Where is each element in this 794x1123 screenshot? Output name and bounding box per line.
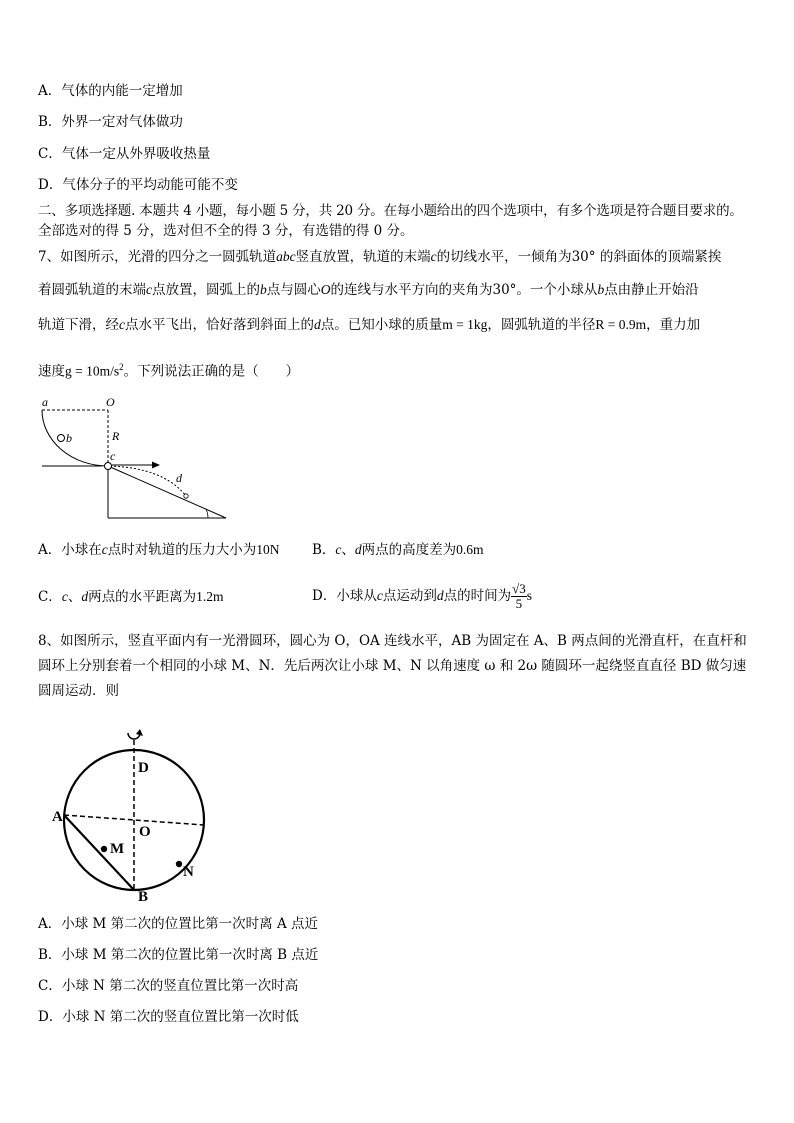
q7-ball-d <box>184 494 188 498</box>
q7-label-r: R <box>112 429 120 443</box>
q7-label-o: O <box>106 395 115 409</box>
q7-option-a: A．小球在c点时对轨道的压力大小为10N <box>38 542 280 558</box>
prev-option-c: C．气体一定从外界吸收热量 <box>38 146 211 162</box>
q7-label-c: c <box>110 449 116 463</box>
prev-option-b: B．外界一定对气体做功 <box>38 114 183 130</box>
q8-option-b: B．小球 M 第二次的位置比第一次时离 B 点近 <box>38 947 319 963</box>
q7-option-c: C．c、d两点的水平距离为1.2m <box>38 589 224 605</box>
q7-figure <box>36 392 236 524</box>
q8-label-n: N <box>183 864 194 880</box>
q7-line-2: 着圆弧轨道的末端c点放置，圆弧上的b点与圆心O的连线与水平方向的夹角为30°。一个小球从b点由静止开始沿 <box>38 282 699 298</box>
prev-option-d: D．气体分子的平均动能可能不变 <box>38 177 238 193</box>
q8-rotation-arrowhead-icon <box>136 729 143 736</box>
q8-stem: 8、如图所示，竖直平面内有一光滑圆环，圆心为 O，OA 连线水平，AB 为固定在 A、B 两点间的光滑直杆，在直杆和圆环上分别套着一个相同的小球 M、N．先后两次让小球 M、N 以角速度 ω 和 2ω 随圆环一起绕竖直直径 BD 做匀速圆周运动．则 <box>38 633 747 699</box>
q8-ball-n <box>176 861 182 867</box>
q7-option-b: B．c、d两点的高度差为0.6m <box>312 542 484 558</box>
q8-option-c: C．小球 N 第二次的竖直位置比第一次时高 <box>38 978 299 994</box>
prev-option-a: A．气体的内能一定增加 <box>38 83 183 99</box>
q7-arrow-head <box>152 462 160 469</box>
q8-option-d: D．小球 N 第二次的竖直位置比第一次时低 <box>38 1009 299 1025</box>
section-title: 二、多项选择题. 本题共 4 小题，每小题 5 分，共 20 分。在每小题给出的四个选项中，有多个选项是符合题目要求的。 <box>38 203 743 219</box>
section-note: 全部选对的得 5 分，选对但不全的得 3 分，有选错的得 0 分。 <box>38 223 414 239</box>
q7-option-d: D．小球从c点运动到d点的时间为 $\frac{√3}{5}$ s <box>312 581 532 611</box>
q8-label-b: B <box>138 889 149 904</box>
q7-trajectory <box>110 466 186 496</box>
q7-time-fraction: $\frac{√3}{5}$ <box>512 581 526 611</box>
q8-label-o: O <box>139 824 151 840</box>
q7-label-b: b <box>66 431 72 445</box>
q7-ball-b <box>58 435 65 442</box>
q7-line-1: 7、如图所示，光滑的四分之一圆弧轨道abc竖直放置，轨道的末端c的切线水平，一倾角为30° 的斜面体的顶端紧挨 <box>38 249 722 265</box>
q7-label-d: d <box>176 471 182 485</box>
q8-label-d: D <box>138 760 149 776</box>
q7-line-3: 轨道下滑，经c点水平飞出，恰好落到斜面上的d点。已知小球的质量m = 1kg，圆弧轨道的半径R = 0.9m，重力加 <box>38 317 701 333</box>
q8-label-a: A <box>52 809 63 825</box>
q7-ball-c <box>105 463 112 470</box>
q8-figure <box>46 728 218 904</box>
q8-ball-m <box>101 846 107 852</box>
q7-arc-track <box>42 410 108 466</box>
q8-label-m: M <box>110 841 125 857</box>
q7-incline-slope <box>108 466 226 518</box>
q8-option-a: A．小球 M 第二次的位置比第一次时离 A 点近 <box>38 916 318 932</box>
q7-line-4: 速度$g = 10m/s^2$。下列说法正确的是（ ） <box>38 362 300 380</box>
q7-label-a: a <box>42 395 48 409</box>
